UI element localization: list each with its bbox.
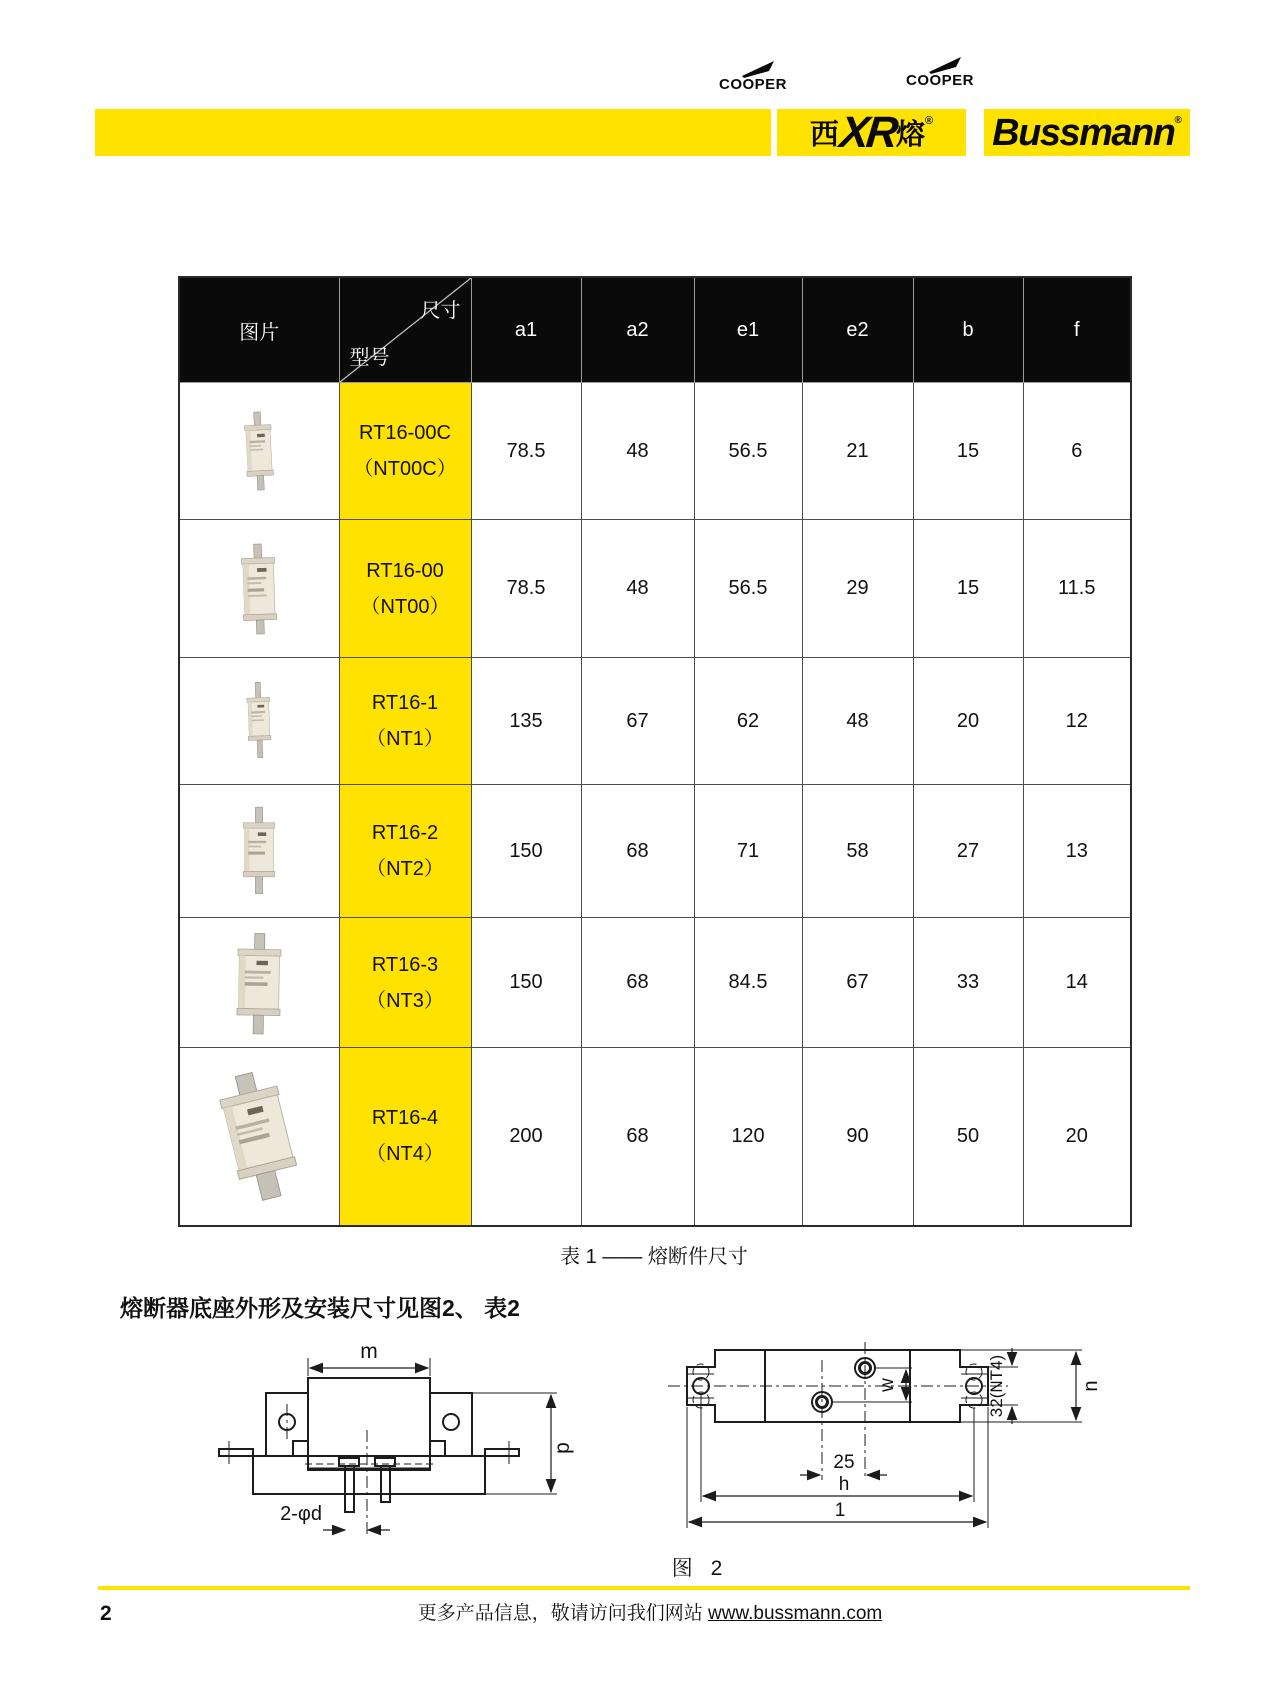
table1-caption: 表 1 —— 熔断件尺寸 (560, 1246, 748, 1268)
figure2-caption: 图 2 (671, 1557, 729, 1580)
model-alias: （NT1） (366, 728, 444, 750)
value-f: 14 (1023, 918, 1131, 1048)
value-b: 33 (913, 918, 1023, 1048)
fuse-base-top-view-drawing (650, 1330, 1150, 1552)
fuse-photo-cell (179, 918, 339, 1048)
value-a1: 150 (471, 918, 581, 1048)
corner-label-size: 尺寸 (420, 300, 461, 322)
value-b: 27 (913, 785, 1023, 918)
value-b: 15 (913, 520, 1023, 658)
model-name: RT16-00C (359, 422, 451, 444)
registered-mark: ® (1174, 115, 1182, 126)
section-text: 熔断器底座外形及安装尺寸见图2、 表2 (120, 1295, 520, 1321)
value-e2: 29 (802, 520, 913, 658)
value-f: 20 (1023, 1048, 1131, 1226)
model-cell (339, 383, 471, 520)
value-e2: 21 (802, 383, 913, 520)
header-a1: a1 (471, 277, 581, 383)
corner-label-model: 型号 (349, 347, 390, 369)
header-yellow-bar (95, 109, 771, 156)
fuse-photo-cell (179, 520, 339, 658)
model-name: RT16-4 (371, 1107, 439, 1130)
cooper-wordmark: COOPER (905, 72, 974, 89)
model-name: RT16-00 (366, 559, 444, 582)
model-cell (339, 918, 471, 1048)
value-e1: 56.5 (694, 520, 802, 658)
value-b: 50 (913, 1048, 1023, 1226)
header-f: f (1023, 277, 1131, 383)
value-f: 11.5 (1023, 520, 1131, 658)
model-cell (339, 785, 471, 918)
cooper-logo-right (903, 56, 977, 88)
value-e1: 62 (694, 658, 802, 785)
footer-text (300, 1598, 1000, 1625)
value-f: 6 (1023, 383, 1131, 520)
value-a2: 68 (581, 785, 694, 918)
value-b: 15 (913, 383, 1023, 520)
xirong-logo (777, 109, 966, 156)
value-e1: 56.5 (694, 383, 802, 520)
fuse-photo (207, 1057, 311, 1215)
header-b: b (913, 277, 1023, 383)
table-row (179, 383, 1131, 520)
dim-label-25: 25 (833, 1452, 855, 1473)
model-cell (339, 658, 471, 785)
value-a1: 78.5 (471, 520, 581, 658)
table-header-row (179, 277, 1131, 383)
model-name: RT16-1 (371, 692, 439, 714)
value-a2: 48 (581, 520, 694, 658)
value-f: 12 (1023, 658, 1131, 785)
header-a2: a2 (581, 277, 694, 383)
bussmann-wordmark: Bussmann (992, 111, 1175, 154)
header-corner-cell (339, 277, 471, 383)
value-a2: 68 (581, 918, 694, 1048)
value-a2: 48 (581, 383, 694, 520)
registered-mark: ® (925, 114, 934, 127)
model-cell (339, 520, 471, 658)
value-e2: 67 (802, 918, 913, 1048)
fuse-photo-cell (179, 785, 339, 918)
fuse-photo (216, 924, 302, 1042)
footer-divider (98, 1586, 1190, 1590)
model-name: RT16-3 (371, 953, 439, 976)
dim-label-p: p (551, 1442, 574, 1454)
value-a1: 150 (471, 785, 581, 918)
dim-label-h: h (838, 1474, 850, 1495)
table-row (179, 785, 1131, 918)
model-cell (339, 1048, 471, 1226)
value-a1: 78.5 (471, 383, 581, 520)
dim-label-32-nt4: 32(NT4) (987, 1354, 1006, 1418)
model-alias: （NT3） (366, 989, 444, 1012)
page-number: 2 (100, 1602, 112, 1625)
fuse-photo-cell (179, 383, 339, 520)
value-e1: 120 (694, 1048, 802, 1226)
model-alias: （NT00C） (353, 458, 457, 480)
value-a1: 135 (471, 658, 581, 785)
value-e2: 48 (802, 658, 913, 785)
bussmann-logo (984, 109, 1190, 156)
table-row (179, 520, 1131, 658)
fuse-photo (221, 524, 297, 654)
value-a2: 68 (581, 1048, 694, 1226)
model-name: RT16-2 (371, 822, 439, 844)
dim-label-l: 1 (834, 1500, 846, 1521)
fuse-photo-cell (179, 1048, 339, 1226)
value-a2: 67 (581, 658, 694, 785)
table-row (179, 658, 1131, 785)
header-e2: e2 (802, 277, 913, 383)
dim-label-w: w (877, 1378, 898, 1392)
value-e2: 90 (802, 1048, 913, 1226)
model-alias: （NT4） (366, 1143, 444, 1166)
model-alias: （NT2） (366, 858, 444, 880)
value-e1: 84.5 (694, 918, 802, 1048)
fuse-photo-cell (179, 658, 339, 785)
dim-label-2-phi-d: 2-φd (280, 1503, 322, 1525)
fuse-base-front-view-drawing (205, 1338, 595, 1550)
model-alias: （NT00） (360, 595, 450, 618)
header-picture: 图片 (179, 277, 339, 383)
value-f: 13 (1023, 785, 1131, 918)
value-e2: 58 (802, 785, 913, 918)
footer-url-link[interactable]: www.bussmann.com (708, 1603, 883, 1624)
fuse-photo (226, 388, 292, 514)
value-b: 20 (913, 658, 1023, 785)
table-row (179, 918, 1131, 1048)
xirong-logo-rong: 熔 (896, 119, 926, 151)
diagonal-split-cell (340, 278, 471, 382)
xirong-logo-xi: 西 (809, 119, 839, 151)
value-a1: 200 (471, 1048, 581, 1226)
fuse-photo (228, 660, 290, 782)
dim-label-n: n (1080, 1380, 1102, 1392)
header-e1: e1 (694, 277, 802, 383)
cooper-wordmark: COOPER (718, 76, 787, 93)
footer-message: 更多产品信息，敬请访问我们网站 (417, 1603, 709, 1624)
dim-label-m: m (360, 1340, 378, 1363)
value-e1: 71 (694, 785, 802, 918)
xirong-logo-xr: XR (837, 107, 898, 157)
cooper-logo-left (716, 60, 790, 92)
table-row (179, 1048, 1131, 1226)
fuse-photo (223, 790, 295, 912)
fuse-dimensions-table (178, 276, 1132, 1227)
